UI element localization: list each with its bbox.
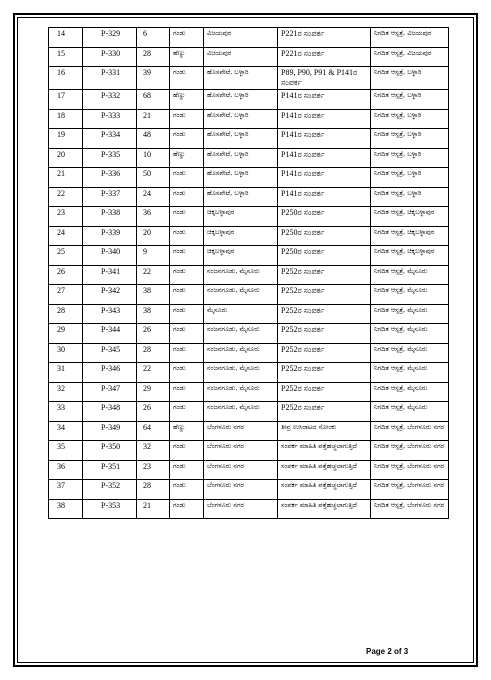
table-row bbox=[49, 129, 449, 149]
gender-cell: ಗಂಡು bbox=[170, 480, 204, 500]
table-row bbox=[49, 47, 449, 67]
serial-number-cell: 29 bbox=[49, 324, 83, 344]
table-row bbox=[49, 304, 449, 324]
patient-id-cell: P-346 bbox=[83, 363, 137, 383]
patient-id-cell: P-342 bbox=[83, 285, 137, 305]
table-row bbox=[49, 148, 449, 168]
gender-cell: ಗಂಡು bbox=[170, 499, 204, 519]
gender-cell: ಹೆಣ್ಣು bbox=[170, 421, 204, 441]
table-row bbox=[49, 90, 449, 110]
hospital-cell: ನಿಗದಿತ ಆಸ್ಪತ್ರೆ, ಚಿಕ್ಕಬಳ್ಳಾಪುರ bbox=[371, 207, 449, 227]
table-row bbox=[49, 499, 449, 519]
patient-id-cell: P-329 bbox=[83, 28, 137, 48]
serial-number-cell: 21 bbox=[49, 168, 83, 188]
patient-id-cell: P-336 bbox=[83, 168, 137, 188]
contact-history-cell: P252ರ ಸಂಪರ್ಕ bbox=[278, 343, 371, 363]
serial-number-cell: 18 bbox=[49, 109, 83, 129]
contact-history-cell: P252ರ ಸಂಪರ್ಕ bbox=[278, 382, 371, 402]
gender-cell: ಗಂಡು bbox=[170, 226, 204, 246]
age-cell: 24 bbox=[137, 187, 170, 207]
age-cell: 9 bbox=[137, 246, 170, 266]
hospital-cell: ನಿಗದಿತ ಆಸ್ಪತ್ರೆ, ಮೈಸೂರು bbox=[371, 324, 449, 344]
gender-cell: ಹೆಣ್ಣು bbox=[170, 148, 204, 168]
patient-id-cell: P-332 bbox=[83, 90, 137, 110]
serial-number-cell: 31 bbox=[49, 363, 83, 383]
contact-history-cell: P141ರ ಸಂಪರ್ಕ bbox=[278, 148, 371, 168]
table-row bbox=[49, 460, 449, 480]
location-cell: ಬೆಂಗಳೂರು ನಗರ bbox=[204, 441, 278, 461]
location-cell: ಹೊಸಪೇಟೆ, ಬಳ್ಳಾರಿ bbox=[204, 187, 278, 207]
serial-number-cell: 15 bbox=[49, 47, 83, 67]
location-cell: ಚಿಕ್ಕಬಳ್ಳಾಪುರ bbox=[204, 226, 278, 246]
hospital-cell: ನಿಗದಿತ ಆಸ್ಪತ್ರೆ, ಮೈಸೂರು bbox=[371, 343, 449, 363]
patient-id-cell: P-351 bbox=[83, 460, 137, 480]
table-row bbox=[49, 324, 449, 344]
serial-number-cell: 23 bbox=[49, 207, 83, 227]
location-cell: ಹೊಸಪೇಟೆ, ಬಳ್ಳಾರಿ bbox=[204, 109, 278, 129]
serial-number-cell: 28 bbox=[49, 304, 83, 324]
location-cell: ಹೊಸಪೇಟೆ, ಬಳ್ಳಾರಿ bbox=[204, 148, 278, 168]
contact-history-cell: P141ರ ಸಂಪರ್ಕ bbox=[278, 90, 371, 110]
table-row bbox=[49, 226, 449, 246]
gender-cell: ಗಂಡು bbox=[170, 207, 204, 227]
hospital-cell: ನಿಗದಿತ ಆಸ್ಪತ್ರೆ, ಬಳ್ಳಾರಿ bbox=[371, 90, 449, 110]
patient-id-cell: P-350 bbox=[83, 441, 137, 461]
age-cell: 21 bbox=[137, 499, 170, 519]
contact-history-cell: P252ರ ಸಂಪರ್ಕ bbox=[278, 265, 371, 285]
patient-id-cell: P-334 bbox=[83, 129, 137, 149]
table-row bbox=[49, 402, 449, 422]
serial-number-cell: 26 bbox=[49, 265, 83, 285]
location-cell: ಬೆಂಗಳೂರು ನಗರ bbox=[204, 460, 278, 480]
age-cell: 39 bbox=[137, 67, 170, 90]
serial-number-cell: 14 bbox=[49, 28, 83, 48]
location-cell: ಹೊಸಪೇಟೆ, ಬಳ್ಳಾರಿ bbox=[204, 168, 278, 188]
table-row bbox=[49, 28, 449, 48]
gender-cell: ಹೆಣ್ಣು bbox=[170, 90, 204, 110]
location-cell: ನಂಜನಗೂಡು, ಮೈಸೂರು bbox=[204, 382, 278, 402]
location-cell: ಹೊಸಪೇಟೆ, ಬಳ್ಳಾರಿ bbox=[204, 129, 278, 149]
age-cell: 22 bbox=[137, 265, 170, 285]
serial-number-cell: 34 bbox=[49, 421, 83, 441]
serial-number-cell: 25 bbox=[49, 246, 83, 266]
gender-cell: ಗಂಡು bbox=[170, 109, 204, 129]
hospital-cell: ನಿಗದಿತ ಆಸ್ಪತ್ರೆ, ಬೆಂಗಳೂರು ನಗರ bbox=[371, 499, 449, 519]
location-cell: ಮೈಸೂರು bbox=[204, 304, 278, 324]
age-cell: 32 bbox=[137, 441, 170, 461]
table-row bbox=[49, 421, 449, 441]
hospital-cell: ನಿಗದಿತ ಆಸ್ಪತ್ರೆ, ಬಳ್ಳಾರಿ bbox=[371, 129, 449, 149]
location-cell: ಹೊಸಪೇಟೆ, ಬಳ್ಳಾರಿ bbox=[204, 67, 278, 90]
patient-id-cell: P-340 bbox=[83, 246, 137, 266]
gender-cell: ಗಂಡು bbox=[170, 324, 204, 344]
patient-id-cell: P-352 bbox=[83, 480, 137, 500]
hospital-cell: ನಿಗದಿತ ಆಸ್ಪತ್ರೆ, ಮೈಸೂರು bbox=[371, 382, 449, 402]
hospital-cell: ನಿಗದಿತ ಆಸ್ಪತ್ರೆ, ಚಿಕ್ಕಬಳ್ಳಾಪುರ bbox=[371, 226, 449, 246]
patient-id-cell: P-335 bbox=[83, 148, 137, 168]
hospital-cell: ನಿಗದಿತ ಆಸ್ಪತ್ರೆ, ಬಳ್ಳಾರಿ bbox=[371, 67, 449, 90]
gender-cell: ಗಂಡು bbox=[170, 441, 204, 461]
contact-history-cell: P250ರ ಸಂಪರ್ಕ bbox=[278, 226, 371, 246]
table-row bbox=[49, 343, 449, 363]
contact-history-cell: P250ರ ಸಂಪರ್ಕ bbox=[278, 246, 371, 266]
table-row bbox=[49, 67, 449, 90]
location-cell: ಚಿಕ್ಕಬಳ್ಳಾಪುರ bbox=[204, 246, 278, 266]
hospital-cell: ನಿಗದಿತ ಆಸ್ಪತ್ರೆ, ವಿಜಯಪುರ bbox=[371, 47, 449, 67]
serial-number-cell: 22 bbox=[49, 187, 83, 207]
contact-history-cell: P250ರ ಸಂಪರ್ಕ bbox=[278, 207, 371, 227]
serial-number-cell: 19 bbox=[49, 129, 83, 149]
contact-history-cell: ಸಂಪರ್ಕ ಮಾಹಿತಿ ಪತ್ತೆಹಚ್ಚಲಾಗುತ್ತಿದೆ bbox=[278, 499, 371, 519]
serial-number-cell: 24 bbox=[49, 226, 83, 246]
location-cell: ಬೆಂಗಳೂರು ನಗರ bbox=[204, 421, 278, 441]
serial-number-cell: 35 bbox=[49, 441, 83, 461]
gender-cell: ಗಂಡು bbox=[170, 265, 204, 285]
age-cell: 22 bbox=[137, 363, 170, 383]
gender-cell: ಗಂಡು bbox=[170, 187, 204, 207]
table-row bbox=[49, 265, 449, 285]
patient-id-cell: P-344 bbox=[83, 324, 137, 344]
gender-cell: ಗಂಡು bbox=[170, 304, 204, 324]
serial-number-cell: 33 bbox=[49, 402, 83, 422]
table-row bbox=[49, 168, 449, 188]
contact-history-cell: P252ರ ಸಂಪರ್ಕ bbox=[278, 363, 371, 383]
patient-id-cell: P-348 bbox=[83, 402, 137, 422]
contact-history-cell: P221ರ ಸಂಪರ್ಕ bbox=[278, 28, 371, 48]
location-cell: ವಿಜಯಪುರ bbox=[204, 28, 278, 48]
hospital-cell: ನಿಗದಿತ ಆಸ್ಪತ್ರೆ, ಬಳ್ಳಾರಿ bbox=[371, 109, 449, 129]
age-cell: 28 bbox=[137, 343, 170, 363]
gender-cell: ಗಂಡು bbox=[170, 168, 204, 188]
contact-history-cell: P252ರ ಸಂಪರ್ಕ bbox=[278, 304, 371, 324]
serial-number-cell: 38 bbox=[49, 499, 83, 519]
patient-id-cell: P-339 bbox=[83, 226, 137, 246]
gender-cell: ಗಂಡು bbox=[170, 460, 204, 480]
patient-id-cell: P-353 bbox=[83, 499, 137, 519]
hospital-cell: ನಿಗದಿತ ಆಸ್ಪತ್ರೆ, ಬೆಂಗಳೂರು ನಗರ bbox=[371, 460, 449, 480]
contact-history-cell: ಸಂಪರ್ಕ ಮಾಹಿತಿ ಪತ್ತೆಹಚ್ಚಲಾಗುತ್ತಿದೆ bbox=[278, 460, 371, 480]
age-cell: 28 bbox=[137, 480, 170, 500]
patient-table bbox=[48, 27, 449, 519]
serial-number-cell: 37 bbox=[49, 480, 83, 500]
table-row bbox=[49, 363, 449, 383]
patient-id-cell: P-330 bbox=[83, 47, 137, 67]
gender-cell: ಗಂಡು bbox=[170, 285, 204, 305]
hospital-cell: ನಿಗದಿತ ಆಸ್ಪತ್ರೆ, ಬೆಂಗಳೂರು ನಗರ bbox=[371, 480, 449, 500]
age-cell: 6 bbox=[137, 28, 170, 48]
age-cell: 64 bbox=[137, 421, 170, 441]
contact-history-cell: P252ರ ಸಂಪರ್ಕ bbox=[278, 324, 371, 344]
patient-id-cell: P-345 bbox=[83, 343, 137, 363]
hospital-cell: ನಿಗದಿತ ಆಸ್ಪತ್ರೆ, ಮೈಸೂರು bbox=[371, 363, 449, 383]
location-cell: ಬೆಂಗಳೂರು ನಗರ bbox=[204, 480, 278, 500]
gender-cell: ಗಂಡು bbox=[170, 28, 204, 48]
age-cell: 21 bbox=[137, 109, 170, 129]
gender-cell: ಹೆಣ್ಣು bbox=[170, 47, 204, 67]
patient-id-cell: P-347 bbox=[83, 382, 137, 402]
table-row bbox=[49, 246, 449, 266]
hospital-cell: ನಿಗದಿತ ಆಸ್ಪತ್ರೆ, ಬೆಂಗಳೂರು ನಗರ bbox=[371, 441, 449, 461]
page-number: Page 2 of 3 bbox=[366, 647, 409, 656]
location-cell: ನಂಜನಗೂಡು, ಮೈಸೂರು bbox=[204, 265, 278, 285]
table-row bbox=[49, 382, 449, 402]
contact-history-cell: P252ರ ಸಂಪರ್ಕ bbox=[278, 402, 371, 422]
patient-id-cell: P-331 bbox=[83, 67, 137, 90]
hospital-cell: ನಿಗದಿತ ಆಸ್ಪತ್ರೆ, ಚಿಕ್ಕಬಳ್ಳಾಪುರ bbox=[371, 246, 449, 266]
contact-history-cell: P141ರ ಸಂಪರ್ಕ bbox=[278, 109, 371, 129]
hospital-cell: ನಿಗದಿತ ಆಸ್ಪತ್ರೆ, ಮೈಸೂರು bbox=[371, 265, 449, 285]
serial-number-cell: 17 bbox=[49, 90, 83, 110]
serial-number-cell: 27 bbox=[49, 285, 83, 305]
hospital-cell: ನಿಗದಿತ ಆಸ್ಪತ್ರೆ, ಬಳ್ಳಾರಿ bbox=[371, 148, 449, 168]
contact-history-cell: P141ರ ಸಂಪರ್ಕ bbox=[278, 168, 371, 188]
table-row bbox=[49, 207, 449, 227]
age-cell: 68 bbox=[137, 90, 170, 110]
age-cell: 26 bbox=[137, 324, 170, 344]
age-cell: 10 bbox=[137, 148, 170, 168]
location-cell: ನಂಜನಗೂಡು, ಮೈಸೂರು bbox=[204, 343, 278, 363]
location-cell: ಚಿಕ್ಕಬಳ್ಳಾಪುರ bbox=[204, 207, 278, 227]
serial-number-cell: 16 bbox=[49, 67, 83, 90]
contact-history-cell: P141ರ ಸಂಪರ್ಕ bbox=[278, 187, 371, 207]
location-cell: ನಂಜನಗೂಡು, ಮೈಸೂರು bbox=[204, 324, 278, 344]
age-cell: 50 bbox=[137, 168, 170, 188]
contact-history-cell: ಸಂಪರ್ಕ ಮಾಹಿತಿ ಪತ್ತೆಹಚ್ಚಲಾಗುತ್ತಿದೆ bbox=[278, 480, 371, 500]
patient-id-cell: P-338 bbox=[83, 207, 137, 227]
location-cell: ಹೊಸಪೇಟೆ, ಬಳ್ಳಾರಿ bbox=[204, 90, 278, 110]
gender-cell: ಗಂಡು bbox=[170, 129, 204, 149]
table-row bbox=[49, 480, 449, 500]
serial-number-cell: 20 bbox=[49, 148, 83, 168]
serial-number-cell: 36 bbox=[49, 460, 83, 480]
contact-history-cell: P141ರ ಸಂಪರ್ಕ bbox=[278, 129, 371, 149]
age-cell: 36 bbox=[137, 207, 170, 227]
contact-history-cell: P89, P90, P91 & P141ರ ಸಂಪರ್ಕ bbox=[278, 67, 371, 90]
contact-history-cell: ಸಂಪರ್ಕ ಮಾಹಿತಿ ಪತ್ತೆಹಚ್ಚಲಾಗುತ್ತಿದೆ bbox=[278, 441, 371, 461]
age-cell: 29 bbox=[137, 382, 170, 402]
hospital-cell: ನಿಗದಿತ ಆಸ್ಪತ್ರೆ, ಬಳ್ಳಾರಿ bbox=[371, 168, 449, 188]
gender-cell: ಗಂಡು bbox=[170, 382, 204, 402]
age-cell: 48 bbox=[137, 129, 170, 149]
gender-cell: ಗಂಡು bbox=[170, 67, 204, 90]
contact-history-cell: P221ರ ಸಂಪರ್ಕ bbox=[278, 47, 371, 67]
hospital-cell: ನಿಗದಿತ ಆಸ್ಪತ್ರೆ, ಬೆಂಗಳೂರು ನಗರ bbox=[371, 421, 449, 441]
serial-number-cell: 30 bbox=[49, 343, 83, 363]
table-row bbox=[49, 285, 449, 305]
location-cell: ನಂಜನಗೂಡು, ಮೈಸೂರು bbox=[204, 402, 278, 422]
table-row bbox=[49, 109, 449, 129]
hospital-cell: ನಿಗದಿತ ಆಸ್ಪತ್ರೆ, ಮೈಸೂರು bbox=[371, 304, 449, 324]
age-cell: 20 bbox=[137, 226, 170, 246]
patient-id-cell: P-341 bbox=[83, 265, 137, 285]
age-cell: 23 bbox=[137, 460, 170, 480]
age-cell: 28 bbox=[137, 47, 170, 67]
location-cell: ನಂಜನಗೂಡು, ಮೈಸೂರು bbox=[204, 285, 278, 305]
gender-cell: ಗಂಡು bbox=[170, 402, 204, 422]
patient-id-cell: P-333 bbox=[83, 109, 137, 129]
patient-id-cell: P-337 bbox=[83, 187, 137, 207]
age-cell: 26 bbox=[137, 402, 170, 422]
location-cell: ನಂಜನಗೂಡು, ಮೈಸೂರು bbox=[204, 363, 278, 383]
contact-history-cell: ತೀವ್ರ ಉಸಿರಾಟದ ಸೋಂಕು bbox=[278, 421, 371, 441]
hospital-cell: ನಿಗದಿತ ಆಸ್ಪತ್ರೆ, ಮೈಸೂರು bbox=[371, 402, 449, 422]
contact-history-cell: P252ರ ಸಂಪರ್ಕ bbox=[278, 285, 371, 305]
table-row bbox=[49, 187, 449, 207]
location-cell: ವಿಜಯಪುರ bbox=[204, 47, 278, 67]
age-cell: 38 bbox=[137, 304, 170, 324]
gender-cell: ಗಂಡು bbox=[170, 363, 204, 383]
patient-id-cell: P-349 bbox=[83, 421, 137, 441]
hospital-cell: ನಿಗದಿತ ಆಸ್ಪತ್ರೆ, ಮೈಸೂರು bbox=[371, 285, 449, 305]
hospital-cell: ನಿಗದಿತ ಆಸ್ಪತ್ರೆ, ಬಳ್ಳಾರಿ bbox=[371, 187, 449, 207]
patient-id-cell: P-343 bbox=[83, 304, 137, 324]
gender-cell: ಗಂಡು bbox=[170, 246, 204, 266]
hospital-cell: ನಿಗದಿತ ಆಸ್ಪತ್ರೆ, ವಿಜಯಪುರ bbox=[371, 28, 449, 48]
age-cell: 38 bbox=[137, 285, 170, 305]
table-row bbox=[49, 441, 449, 461]
gender-cell: ಗಂಡು bbox=[170, 343, 204, 363]
serial-number-cell: 32 bbox=[49, 382, 83, 402]
location-cell: ಬೆಂಗಳೂರು ನಗರ bbox=[204, 499, 278, 519]
patient-table-body bbox=[49, 28, 449, 519]
